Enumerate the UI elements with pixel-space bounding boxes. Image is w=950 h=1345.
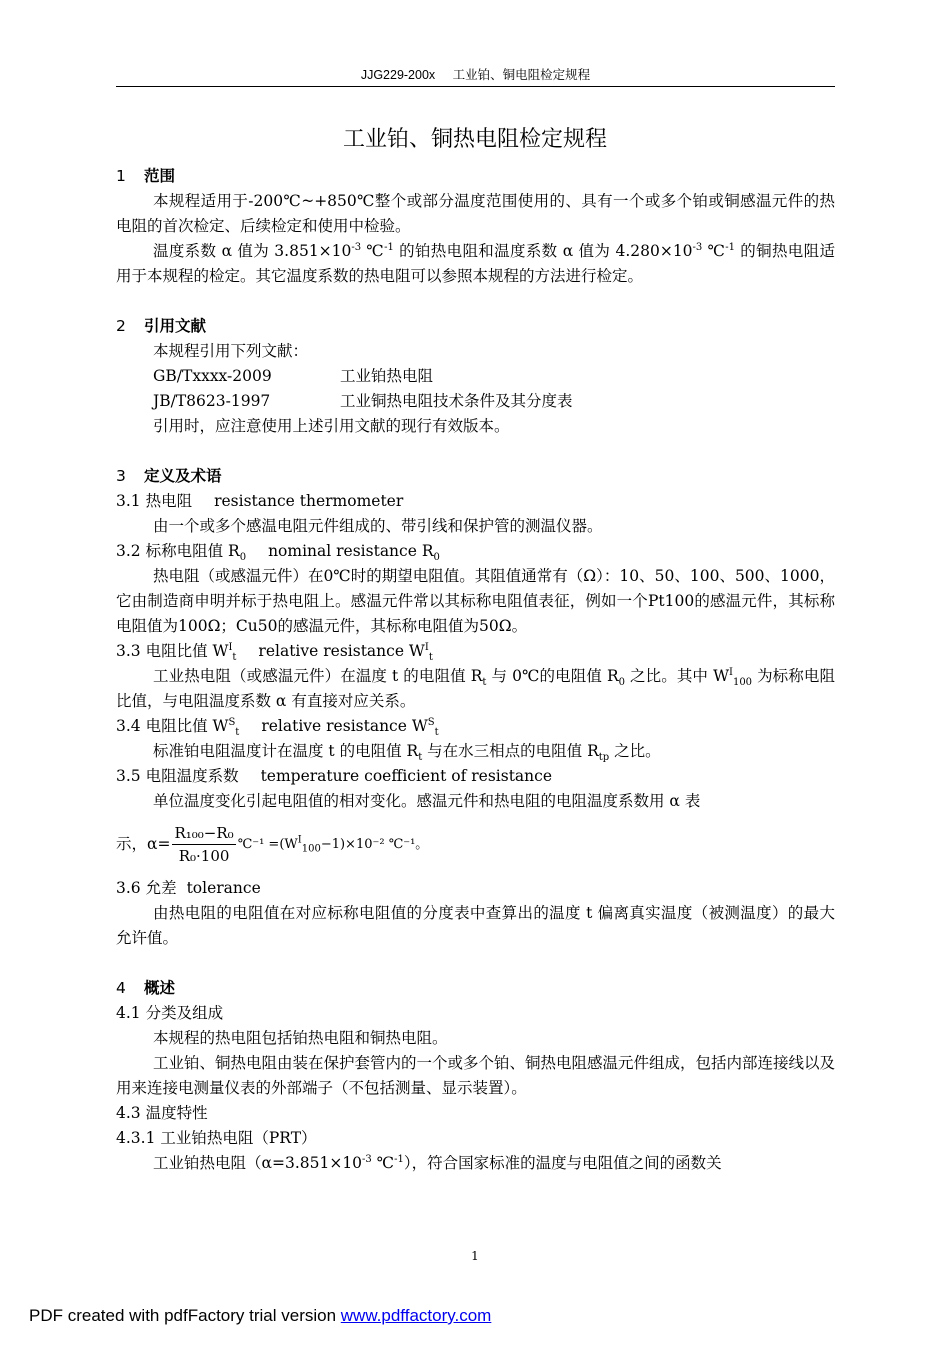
footer-text: PDF created with pdfFactory trial version xyxy=(29,1306,341,1325)
reference-item: GB/Txxxx-2009 工业铂热电阻 xyxy=(153,367,434,385)
alpha-formula: 示，α= $\frac{\text{R₁₀₀−R₀}}{\text{R₀·100}}$ ℃⁻¹ $=(W^I_{100}-1)\times 10^{-2}$ ℃⁻¹。 xyxy=(116,823,429,865)
definition-3-5-heading: 3.5 电阻温度系数 temperature coefficient of resistance xyxy=(116,767,552,785)
definition-3-5-body: 单位温度变化引起电阻值的相对变化。感温元件和热电阻的电阻温度系数用 α 表 xyxy=(153,792,701,810)
section-2-heading: 2 引用文献 xyxy=(116,317,207,335)
section-4-3-heading: 4.3 温度特性 xyxy=(116,1104,208,1122)
section-4-3-1-paragraph: 工业铂热电阻（$\alpha=3.851\times 10^{-3}$ ℃$^{-1}$），符合国家标准的温度与电阻值之间的函数关 xyxy=(153,1153,722,1172)
document-body xyxy=(116,164,835,1176)
document-title: 工业铂、铜热电阻检定规程 xyxy=(342,127,607,152)
pdf-footer xyxy=(29,1306,491,1326)
section-4-1-paragraph-2: 工业铂、铜热电阻由装在保护套管内的一个或多个铂、铜热电阻感温元件组成，包括内部连接线以及用来连接电测量仪表的外部端子（不包括测量、显示装置）。 xyxy=(116,1054,836,1097)
references-note: 引用时，应注意使用上述引用文献的现行有效版本。 xyxy=(153,417,510,435)
definition-3-3-heading: 3.3 电阻比值 $W^I_t$ relative resistance $W^I_t$ xyxy=(116,641,433,664)
section-1-paragraph-1: 本规程适用于-200℃~+850℃整个或部分温度范围使用的、具有一个或多个铂或铜感温元件的热电阻的首次检定、后续检定和使用中检验。 xyxy=(116,192,835,235)
section-3-heading: 3 定义及术语 xyxy=(116,467,222,485)
formula-fraction: $\frac{\text{R₁₀₀−R₀}}{\text{R₀·100}}$ xyxy=(174,823,234,865)
section-4-3-1-heading: 4.3.1 工业铂热电阻（PRT） xyxy=(116,1129,317,1147)
definition-3-2-heading: 3.2 标称电阻值 $R_0$ nominal resistance $R_0$ xyxy=(116,542,440,564)
header-title: 工业铂、铜电阻检定规程 xyxy=(452,68,591,82)
section-4-heading: 4 概述 xyxy=(116,979,176,997)
definition-3-6-body: 由热电阻的电阻值在对应标称电阻值的分度表中查算出的温度 t 偏离真实温度（被测温度）的最大允许值。 xyxy=(116,904,835,947)
definition-3-3-body: 工业热电阻（或感温元件）在温度 t 的电阻值 $R_t$ 与 0℃的电阻值 $R_0$ 之比。其中 $W^I_{100}$ 为标称电阻比值，与电阻温度系数 α 有直接对应关系。 xyxy=(116,666,835,710)
definition-3-1-heading: 3.1 热电阻 resistance thermometer xyxy=(116,492,404,510)
references-intro: 本规程引用下列文献： xyxy=(153,342,309,360)
definition-3-6-heading: 3.6 允差 tolerance xyxy=(116,879,261,897)
page-number: 1 xyxy=(471,1249,479,1263)
pdffactory-link[interactable]: www.pdffactory.com xyxy=(340,1306,492,1325)
definition-3-4-heading: 3.4 电阻比值 $W^S_t$ relative resistance $W^S_t$ xyxy=(116,716,439,739)
section-1-paragraph-2: 温度系数 α 值为 $3.851\times 10^{-3}$ ℃$^{-1}$ 的铂热电阻和温度系数 α 值为 $4.280\times 10^{-3}$ ℃$^{-1}$ 的铜热电阻适用于本规程的检定。其它温度系数的热电阻可以参照本规程的方法进行检定。 xyxy=(116,241,835,285)
reference-item: JB/T8623-1997 工业铜热电阻技术条件及其分度表 xyxy=(153,392,573,410)
header-code: JJG229-200x xyxy=(360,68,436,82)
definition-3-4-body: 标准铂电阻温度计在温度 t 的电阻值 $R_t$ 与在水三相点的电阻值 $R_{tp}$ 之比。 xyxy=(153,742,661,764)
definition-3-1-body: 由一个或多个感温电阻元件组成的、带引线和保护管的测温仪器。 xyxy=(153,517,603,535)
definition-3-2-body: 热电阻（或感温元件）在0℃时的期望电阻值。其阻值通常有（Ω）：10、50、100、500、1000，它由制造商申明并标于热电阻上。感温元件常以其标称电阻值表征，例如一个Pt100的感温元件，其标称电阻值为100Ω；Cu50的感温元件，其标称电阻值为50Ω。 xyxy=(116,567,835,635)
section-4-1-paragraph-1: 本规程的热电阻包括铂热电阻和铜热电阻。 xyxy=(153,1029,448,1047)
section-1-heading: 1 范围 xyxy=(116,167,176,185)
section-4-1-heading: 4.1 分类及组成 xyxy=(116,1004,224,1022)
page-header xyxy=(116,64,835,87)
